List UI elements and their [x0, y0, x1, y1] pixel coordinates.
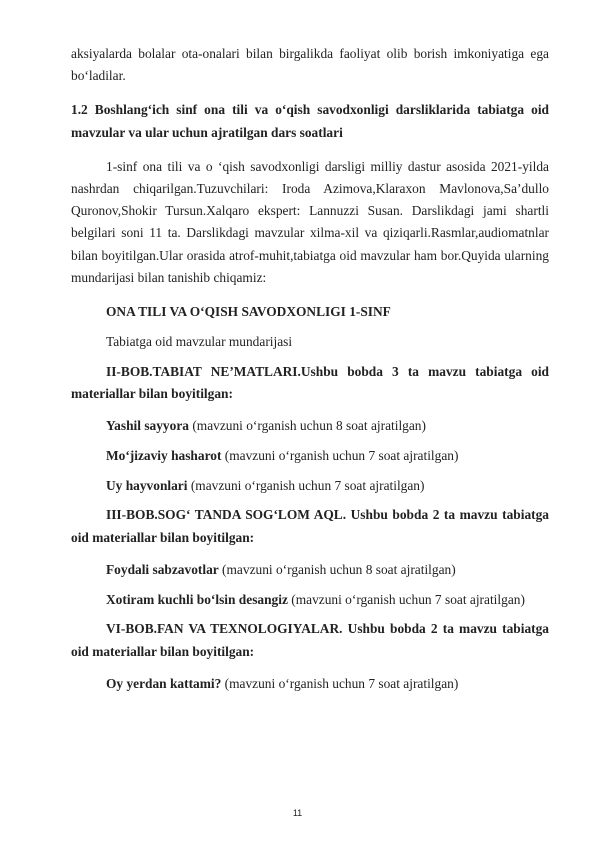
topic-title: Xotiram kuchli bo‘lsin desangiz — [106, 591, 288, 607]
topic-item — [71, 673, 549, 695]
intro-paragraph: aksiyalarda bolalar ota-onalari bilan birgalikda faoliyat olib borish imkoniyatiga ega bo‘ladilar. — [71, 46, 549, 84]
topic-title: Foydali sabzavotlar — [106, 561, 219, 577]
topic-item — [71, 475, 549, 497]
topic-item — [71, 445, 549, 467]
chapter-heading: II-BOB.TABIAT NE’MATLARI.Ushbu bobda 3 ta mavzu tabiatga oid materiallar bilan boyitilgan: — [71, 363, 549, 401]
topic-title: Uy hayvonlari — [106, 477, 188, 493]
contents-label: Tabiatga oid mavzular mundarijasi — [106, 333, 293, 349]
topic-note: (mavzuni o‘rganish uchun 7 soat ajratilgan) — [287, 591, 525, 607]
topic-item — [71, 589, 549, 611]
topic-item — [71, 559, 549, 581]
section-heading: 1.2 Boshlang‘ich sinf ona tili va o‘qish savodxonligi darsliklarida tabiatga oid mavzular va ular uchun ajratilgan dars soatlari — [71, 102, 549, 140]
topic-note: (mavzuni o‘rganish uchun 7 soat ajratilgan) — [187, 477, 425, 493]
book-title: ONA TILI VA O‘QISH SAVODXONLIGI 1-SINF — [106, 304, 391, 320]
topic-title: Oy yerdan kattami? — [106, 675, 222, 691]
chapter-heading: III-BOB.SOG‘ TANDA SOG‘LOM AQL. Ushbu bobda 2 ta mavzu tabiatga oid materiallar bilan boyitilgan: — [71, 507, 549, 545]
chapter-heading: VI-BOB.FAN VA TEXNOLOGIYALAR. Ushbu bobda 2 ta mavzu tabiatga oid materiallar bilan boyitilgan: — [71, 621, 549, 659]
topic-note: (mavzuni o‘rganish uchun 8 soat ajratilgan) — [188, 418, 426, 434]
topic-note: (mavzuni o‘rganish uchun 8 soat ajratilgan) — [218, 561, 456, 577]
page-number: 11 — [292, 808, 303, 818]
page-content — [71, 43, 549, 703]
body-paragraph: 1-sinf ona tili va o ‘qish savodxonligi darsligi milliy dastur asosida 2021-yilda nashrdan chiqarilgan.Tuzuvchilari: Iroda Azimova,Klaraxon Mavlonova,Sa’dullo Quronov,Shokir Tursun.Xalqaro ekspert: Lannuzzi Susan. Darslikdagi jami shartli belgilari soni 11 ta. Darslikdagi mavzular xilma-xil va qiziqarli.Rasmlar,audiomatnlar bilan boyitilgan.Ular orasida atrof-muhit,tabiatga oid mavzular ham bor.Quyida ularning mundarijasi bilan tanishib chiqamiz: — [71, 158, 549, 285]
topic-note: (mavzuni o‘rganish uchun 7 soat ajratilgan) — [221, 675, 459, 691]
topic-title: Mo‘jizaviy hasharot — [106, 447, 222, 463]
topic-title: Yashil sayyora — [106, 418, 189, 434]
topic-note: (mavzuni o‘rganish uchun 7 soat ajratilgan) — [221, 447, 459, 463]
topic-item — [71, 415, 549, 437]
